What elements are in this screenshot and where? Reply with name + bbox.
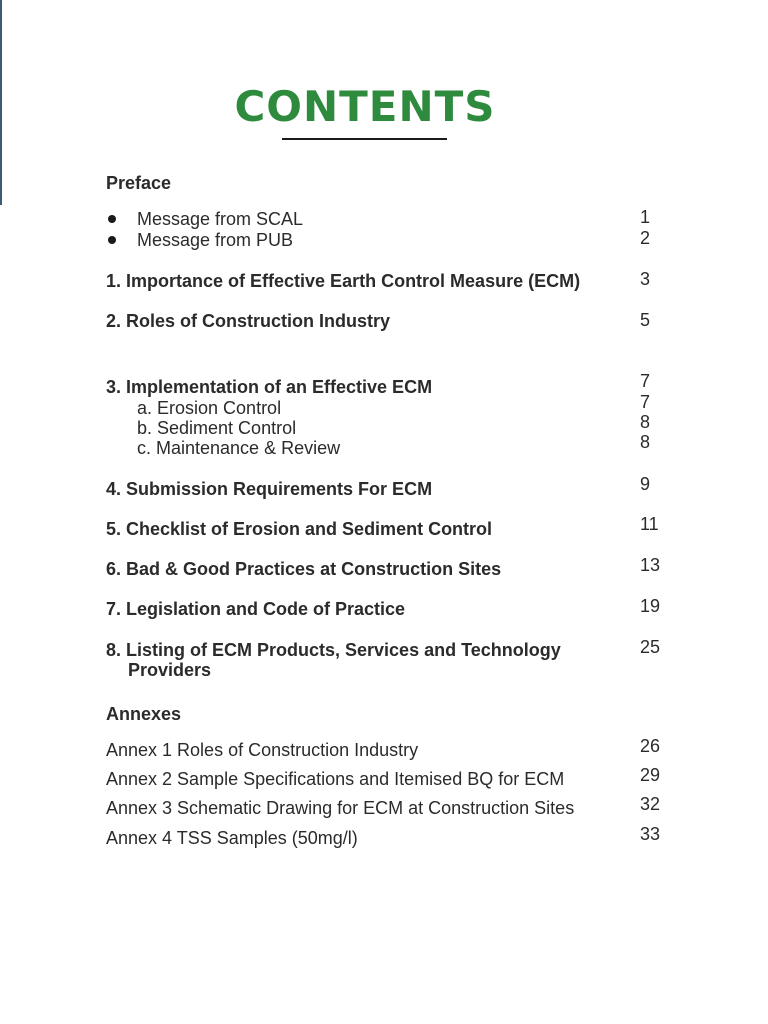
toc-subsection-3a: a. Erosion Control [137,398,282,418]
toc-section-1: 1. Importance of Effective Earth Control Measure (ECM) [106,271,581,291]
toc-page-5: 11 [640,514,659,534]
toc-page-8: 25 [640,637,661,657]
toc-section-5: 5. Checklist of Erosion and Sediment Control [106,519,493,539]
toc-page-6: 13 [640,555,661,575]
annexes-heading: Annexes [106,704,182,724]
toc-page-2: 5 [640,310,651,330]
preface-heading: Preface [106,173,172,193]
toc-page-1: 3 [640,269,651,289]
toc-section-6: 6. Bad & Good Practices at Construction Sites [106,559,502,579]
annex-page-4: 33 [640,824,661,844]
preface-item-page: 2 [640,228,651,248]
toc-section-8-continued: Providers [128,660,212,680]
toc-page-3b: 8 [640,412,651,432]
annex-page-1: 26 [640,736,661,756]
page-title: CONTENTS [234,82,496,131]
toc-section-7: 7. Legislation and Code of Practice [106,599,406,619]
toc-page-3c: 8 [640,432,651,452]
annex-item-2: Annex 2 Sample Specifications and Itemised BQ for ECM [106,769,565,789]
toc-page-3a: 7 [640,392,651,412]
annex-item-4: Annex 4 TSS Samples (50mg/l) [106,828,358,848]
annex-item-1: Annex 1 Roles of Construction Industry [106,740,419,760]
toc-page-4: 9 [640,474,651,494]
annex-page-2: 29 [640,765,661,785]
preface-item-label: Message from PUB [137,230,294,250]
bullet-icon [108,215,116,223]
annex-page-3: 32 [640,794,661,814]
toc-page-7: 19 [640,596,661,616]
bullet-icon [108,236,116,244]
toc-section-8: 8. Listing of ECM Products, Services and Technology [106,640,561,660]
annex-item-3: Annex 3 Schematic Drawing for ECM at Construction Sites [106,798,575,818]
toc-section-4: 4. Submission Requirements For ECM [106,479,433,499]
toc-section-3: 3. Implementation of an Effective ECM [106,377,433,397]
toc-subsection-3b: b. Sediment Control [137,418,297,438]
toc-subsection-3c: c. Maintenance & Review [137,438,341,458]
preface-item-label: Message from SCAL [137,209,304,229]
preface-item-page: 1 [640,207,651,227]
title-underline [282,138,447,140]
toc-section-2: 2. Roles of Construction Industry [106,311,391,331]
toc-page-3: 7 [640,371,651,391]
